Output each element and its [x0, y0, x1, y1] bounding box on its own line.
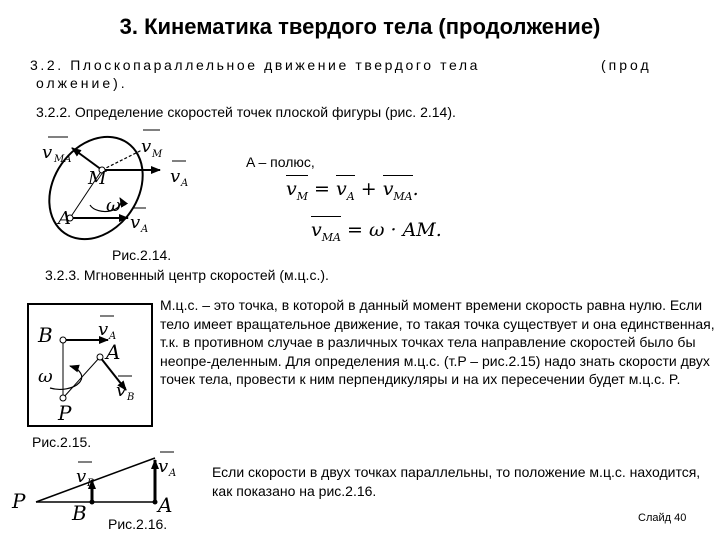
label-vb: v [76, 466, 87, 487]
svg-text:B: B [127, 392, 135, 403]
figure-2-16-caption: Рис.2.16. [108, 516, 168, 532]
paragraph-instant-center: М.ц.с. – это точка, в которой в данный момент времени скорость равна нулю. Если тело имеет вращательное движение, то такая точка существует и она единственная, т.к. в противном случае в различных точках тела направление скоростей было бы неопре-деленным. Для определения м.ц.с. (т.P – рис.2.15) надо знать скорости двух точек тела, провести к ним перпендикуляры и на их пересечении будет м.ц.с. P. [160, 297, 715, 388]
pole-note: A – полюс, [246, 154, 315, 170]
label-va: v [130, 212, 141, 233]
slide-title: 3. Кинематика твердого тела (продолжение) [119, 14, 601, 39]
svg-text:B: B [87, 478, 95, 489]
section-3-2-heading-end: олжение). [36, 75, 128, 91]
label-a: A [158, 493, 173, 517]
svg-text:M: M [152, 149, 163, 160]
label-a: A [106, 340, 121, 364]
svg-text:A: A [109, 331, 117, 342]
label-vma: v [42, 142, 53, 163]
svg-text:MA: MA [54, 154, 72, 165]
label-vb: v [116, 380, 127, 401]
label-b: B [72, 501, 87, 525]
label-a: A [58, 208, 71, 229]
label-va-at-m: v [170, 166, 181, 187]
svg-text:A: A [169, 468, 177, 479]
section-3-2-heading-continued: (прод [601, 57, 652, 73]
section-3-2-heading: 3.2. Плоскопараллельное движение твердого тела [30, 57, 481, 73]
label-b: B [38, 323, 53, 347]
label-va: v [98, 319, 109, 340]
section-3-2-2-heading: 3.2.2. Определение скоростей точек плоской фигуры (рис. 2.14). [36, 104, 456, 120]
label-m: M [88, 168, 107, 189]
slide-number: Слайд 40 [638, 512, 687, 524]
label-omega: ω [38, 366, 53, 387]
svg-text:A: A [181, 178, 189, 189]
label-p: P [58, 401, 72, 425]
label-vm: v [141, 136, 152, 157]
velocity-envelope [36, 458, 155, 502]
point-b [90, 500, 95, 505]
label-p: P [12, 489, 26, 513]
figure-2-15-caption: Рис.2.15. [32, 434, 92, 450]
label-va: v [158, 456, 169, 477]
equation-velocity-sum: $v_M = v_A + v_{MA}$. [286, 178, 419, 203]
section-3-2-3-heading: 3.2.3. Мгновенный центр скоростей (м.ц.с.). [45, 267, 329, 283]
equation-relative-velocity: $v_{MA} = \omega$ · AM. [311, 219, 442, 244]
svg-text:A: A [141, 224, 149, 235]
label-omega: ω [106, 195, 121, 216]
point-a [153, 500, 158, 505]
paragraph-parallel-velocities: Если скорости в двух точках параллельны, то положение м.ц.с. находится, как показано на рис.2.16. [212, 464, 701, 499]
figure-2-14-caption: Рис.2.14. [112, 247, 172, 263]
